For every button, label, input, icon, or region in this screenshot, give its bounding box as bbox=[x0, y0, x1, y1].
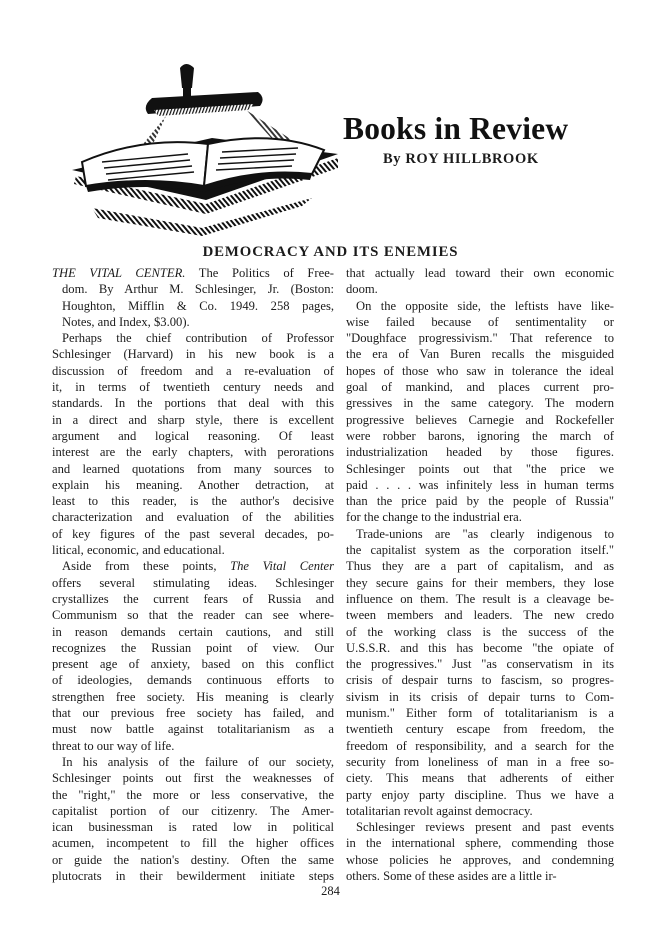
text-line: Communism so that the reader can see where- bbox=[52, 608, 334, 623]
left-column bbox=[52, 265, 334, 884]
text-line: plutocrats in their bewilderment initiate steps bbox=[52, 868, 334, 883]
text-line: freedom of responsibility, and a search for the bbox=[346, 738, 614, 753]
text-line: characterization and evaluation of the abilities bbox=[52, 510, 334, 525]
text-line: that actually lead toward their own economic bbox=[346, 266, 614, 280]
text-line: argument and logical reasoning. Of least bbox=[52, 428, 334, 443]
byline: By ROY HILLBROOK bbox=[383, 151, 539, 167]
text-line: than the price paid by the people of Russia" bbox=[346, 494, 614, 509]
text-line: litical, economic, and educational. bbox=[52, 543, 225, 558]
text-line: the era of Van Buren recalls the misguided bbox=[346, 347, 614, 362]
text-line: capitalist portion of our citizenry. The Amer- bbox=[52, 803, 334, 818]
right-column bbox=[346, 265, 614, 884]
text-line: of key figures of the past several decades, po- bbox=[52, 526, 334, 541]
text-line: crystallizes the current fears of Russia and bbox=[52, 591, 334, 606]
text-line: tween members and leaders. The new credo bbox=[346, 608, 614, 623]
text-line: present age of anxiety, based on this conflict bbox=[52, 657, 334, 672]
text-line: Notes, and Index, $3.00). bbox=[62, 314, 190, 329]
text-line: must now battle against totalitarianism as a bbox=[52, 722, 334, 737]
text-line: least to this reader, is the author's decisive bbox=[52, 494, 334, 509]
text-line: Houghton, Mifflin & Co. 1949. 258 pages, bbox=[62, 298, 334, 313]
text-line: it, in terms of twentieth century needs and bbox=[52, 380, 334, 395]
text-line: that our previous free society has failed, and bbox=[52, 706, 334, 721]
text-line: discussion of freedom and a re-evaluation of bbox=[52, 363, 334, 378]
text-line: were robber barons, ignoring the march of bbox=[346, 428, 614, 443]
text-line: Schlesinger points out that "the price we bbox=[346, 461, 614, 476]
text-line: influence on them. The result is a cleavage be- bbox=[346, 591, 614, 606]
section-title: Books in Review bbox=[343, 111, 569, 146]
text-line: party enjoy party discipline. Thus we have a bbox=[346, 787, 614, 802]
text-line: recognizes the Russian point of view. Our bbox=[52, 640, 334, 655]
text-line: ican businessman is rated low in political bbox=[52, 820, 334, 835]
text-line: others. Some of these asides are a little ir- bbox=[346, 868, 557, 883]
text-line: sivism in its crisis of depair turns to Com- bbox=[346, 689, 614, 704]
text-line: hopes of those who saw in tolerance the ideal bbox=[346, 363, 614, 378]
text-line: wise failed because of sentimentality or bbox=[346, 314, 614, 329]
text-line: THE VITAL CENTER. The Politics of Free- bbox=[52, 266, 335, 280]
text-line: progressive believes Carnegie and Rockefeller bbox=[346, 412, 614, 427]
text-line: the progressives." Just "as conservatism in its bbox=[346, 657, 614, 672]
text-line: the capitalist system as the corporation itself." bbox=[346, 543, 614, 558]
text-line: threat to our way of life. bbox=[52, 738, 175, 753]
text-line: offers several stimulating ideas. Schlesinger bbox=[52, 575, 334, 590]
text-line: On the opposite side, the leftists have like- bbox=[356, 298, 614, 313]
text-line: gressives in the same category. The modern bbox=[346, 396, 614, 411]
text-line: In his analysis of the failure of our society, bbox=[62, 754, 334, 769]
text-line: in the international sphere, commending those bbox=[346, 836, 614, 851]
text-line: ciety. This means that adherents of either bbox=[346, 771, 614, 786]
text-line: of the working class is the success of the bbox=[346, 624, 614, 639]
text-line: dom. By Arthur M. Schlesinger, Jr. (Boston: bbox=[62, 282, 334, 297]
text-line: crisis of despair turns to fascism, so progres- bbox=[346, 673, 614, 688]
text-line: explain his meaning. Another detraction, at bbox=[52, 477, 334, 492]
text-line: Aside from these points, The Vital Center bbox=[62, 559, 334, 574]
text-line: strengthen free society. His meaning is clearly bbox=[52, 689, 334, 704]
text-line: of ideologies, demands continuous efforts to bbox=[52, 673, 334, 688]
text-line: U.S.S.R. and this has become "the opiate of bbox=[346, 640, 614, 655]
text-line: for the change to the industrial era. bbox=[346, 510, 522, 525]
book-lamp-illustration bbox=[62, 58, 342, 236]
text-line: interest are the early chapters, with perorations bbox=[52, 445, 334, 460]
text-line: or guide the nation's destiny. Often the same bbox=[52, 852, 334, 867]
text-line: Perhaps the chief contribution of Professor bbox=[62, 331, 334, 346]
text-line: "Doughface progressivism." That reference to bbox=[346, 331, 614, 346]
text-line: and learned quotations from many sources to bbox=[52, 461, 334, 476]
text-line: doom. bbox=[346, 282, 378, 297]
text-line: Schlesinger (Harvard) in his new book is a bbox=[52, 347, 334, 362]
text-line: whose policies he approves, and condemning bbox=[346, 852, 614, 867]
text-line: they secure gains for their members, they lose bbox=[346, 575, 614, 590]
text-line: Schlesinger points out first the weaknesses of bbox=[52, 771, 334, 786]
text-line: the "right," the more or less conservative, the bbox=[52, 787, 334, 802]
text-line: in a direct and sharp style, there is excellent bbox=[52, 412, 334, 427]
text-line: paid . . . . was infinitely less in human terms bbox=[346, 477, 614, 492]
article-title: DEMOCRACY AND ITS ENEMIES bbox=[202, 244, 459, 260]
text-line: totalitarian revolt against democracy. bbox=[346, 803, 533, 818]
text-line: twentieth century escape from freedom, the bbox=[346, 722, 614, 737]
text-line: standards. In the portions that deal with this bbox=[52, 396, 334, 411]
text-line: acumen, incompetent to fill the higher offices bbox=[52, 836, 334, 851]
text-line: security from loneliness of man in a free so- bbox=[346, 754, 614, 769]
text-line: Thus they are a part of capitalism, and as bbox=[346, 559, 614, 574]
text-line: industrialization headed by those figures. bbox=[346, 445, 614, 460]
page-number: 284 bbox=[321, 884, 340, 898]
text-line: Trade-unions are "as clearly indigenous to bbox=[356, 526, 614, 541]
text-line: munism." Either form of totalitarianism is a bbox=[346, 706, 614, 721]
text-line: in reason demands certain cautions, and still bbox=[52, 624, 334, 639]
text-line: goal of mankind, and places current pro- bbox=[346, 380, 614, 395]
text-line: Schlesinger reviews present and past events bbox=[356, 820, 614, 835]
